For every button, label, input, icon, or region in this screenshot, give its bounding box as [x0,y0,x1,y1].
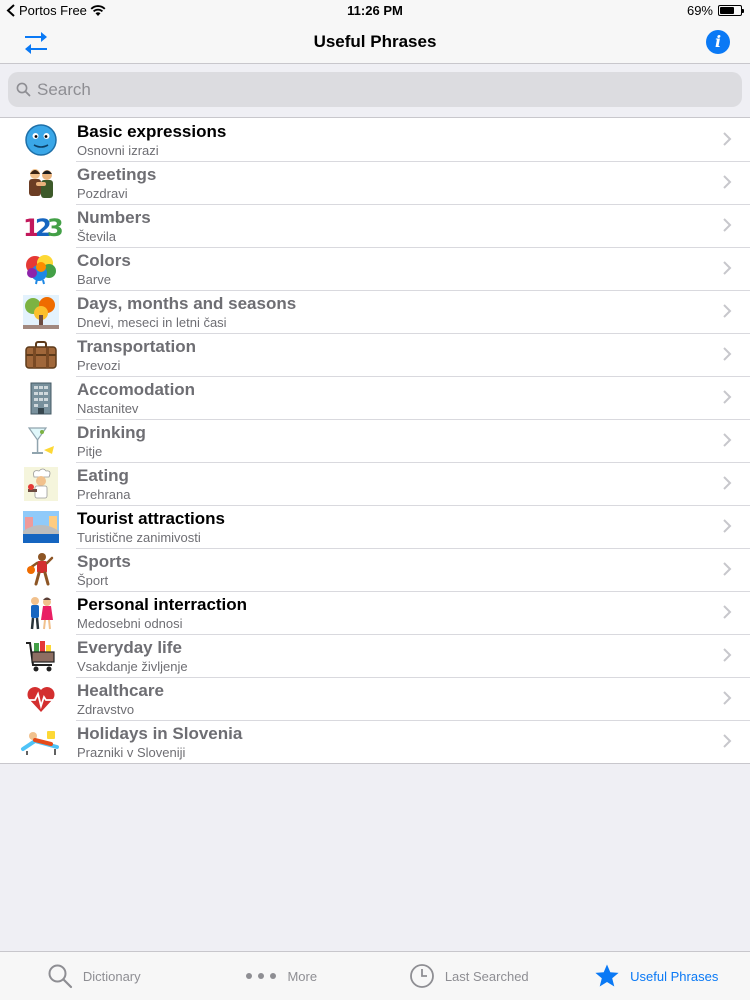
category-list [0,117,750,764]
list-item[interactable] [0,548,750,591]
list-item[interactable] [0,376,750,419]
sunbathing-icon [22,725,60,759]
tab-label: Last Searched [444,968,529,984]
tab-label: More [287,968,318,984]
page-title: Useful Phrases [313,32,437,51]
list-item-title: Days, months and seasons [77,294,297,313]
list-item-title: Healthcare [77,681,164,700]
couple-icon [22,596,60,630]
chevron-right-icon [722,690,732,706]
chevron-right-icon [722,346,732,362]
list-item[interactable] [0,118,750,161]
chevron-right-icon [722,389,732,405]
svg-text:1: 1 [23,214,40,242]
clock-icon [409,963,435,989]
status-right [687,3,742,18]
list-item[interactable] [0,204,750,247]
list-item-subtitle: Zdravstvo [77,702,135,717]
list-item[interactable] [0,290,750,333]
building-icon [22,381,60,415]
navigation-bar [0,22,750,64]
chevron-right-icon [722,303,732,319]
battery-icon [718,5,742,16]
list-item[interactable] [0,505,750,548]
seasons-tree-icon [22,295,60,329]
cocktail-glass-icon [22,424,60,458]
list-item-subtitle: Turistične zanimivosti [77,530,201,545]
list-item-subtitle: Prehrana [77,487,131,502]
tab-label: Useful Phrases [630,968,719,984]
star-icon [594,963,620,989]
list-item-title: Eating [77,466,129,485]
list-item-title: Personal interraction [77,595,248,614]
chevron-right-icon [722,174,732,190]
svg-text:2: 2 [35,214,52,242]
chevron-right-icon [722,733,732,749]
chevron-right-icon [722,432,732,448]
chef-icon [22,467,60,501]
list-item-title: Accomodation [77,380,196,399]
list-item[interactable] [0,720,750,763]
list-item-title: Tourist attractions [77,509,225,528]
basketball-player-icon [22,553,60,587]
info-icon[interactable]: i [706,30,730,54]
list-item-subtitle: Nastanitev [77,401,139,416]
list-item-subtitle: Dnevi, meseci in letni časi [77,315,227,330]
list-item[interactable] [0,677,750,720]
chevron-right-icon [722,518,732,534]
list-item-subtitle: Medosebni odnosi [77,616,183,631]
chevron-right-icon [722,131,732,147]
chevron-right-icon [722,604,732,620]
chevron-right-icon [722,217,732,233]
list-item-title: Colors [77,251,131,270]
tab-last-searched[interactable] [375,952,563,1000]
list-item-subtitle: Prazniki v Sloveniji [77,745,186,760]
list-item-subtitle: Šport [77,573,109,588]
search-icon [47,963,73,989]
list-item-title: Sports [77,552,131,571]
search-field[interactable] [8,72,742,107]
list-item-title: Numbers [77,208,151,227]
heartbeat-icon [22,682,60,716]
list-item[interactable] [0,634,750,677]
list-item-subtitle: Prevozi [77,358,121,373]
list-item-subtitle: Števila [77,229,117,244]
list-item-title: Everyday life [77,638,182,657]
numbers-123-icon [22,209,64,243]
list-item-title: Basic expressions [77,122,227,141]
hugging-people-icon [22,166,60,200]
svg-text:3: 3 [47,214,64,242]
tab-useful-phrases[interactable] [563,952,750,1000]
carrier-label: Portos Free [19,3,87,18]
status-bar [0,0,750,22]
list-item-title: Drinking [77,423,146,442]
smiley-face-icon [22,123,60,157]
list-item-title: Greetings [77,165,157,184]
tab-label: Dictionary [82,968,141,984]
list-item[interactable] [0,591,750,634]
tab-dictionary[interactable] [0,952,188,1000]
tab-bar [0,951,750,1000]
list-item-subtitle: Vsakdanje življenje [77,659,188,674]
battery-level [720,7,734,14]
paint-splash-icon [22,252,60,286]
more-dots-icon [245,972,277,980]
list-item[interactable] [0,462,750,505]
list-item[interactable] [0,247,750,290]
list-item-title: Holidays in Slovenia [77,724,243,743]
list-item-subtitle: Pitje [77,444,103,459]
list-item-subtitle: Barve [77,272,111,287]
list-item-subtitle: Osnovni izrazi [77,143,159,158]
status-time: 11:26 PM [347,3,403,18]
search-bar [0,64,750,116]
suitcase-icon [22,338,60,372]
list-item-subtitle: Pozdravi [77,186,128,201]
search-icon [16,82,31,97]
battery-percent: 69% [686,3,713,18]
shopping-cart-icon [22,639,60,673]
chevron-right-icon [722,260,732,276]
list-item[interactable] [0,333,750,376]
chevron-right-icon [722,475,732,491]
chevron-right-icon [722,647,732,663]
chevron-right-icon [722,561,732,577]
list-item[interactable] [0,161,750,204]
list-item[interactable] [0,419,750,462]
search-input[interactable] [37,80,717,100]
bridge-town-icon [22,510,60,544]
list-item-title: Transportation [77,337,197,356]
tab-more[interactable] [188,952,376,1000]
